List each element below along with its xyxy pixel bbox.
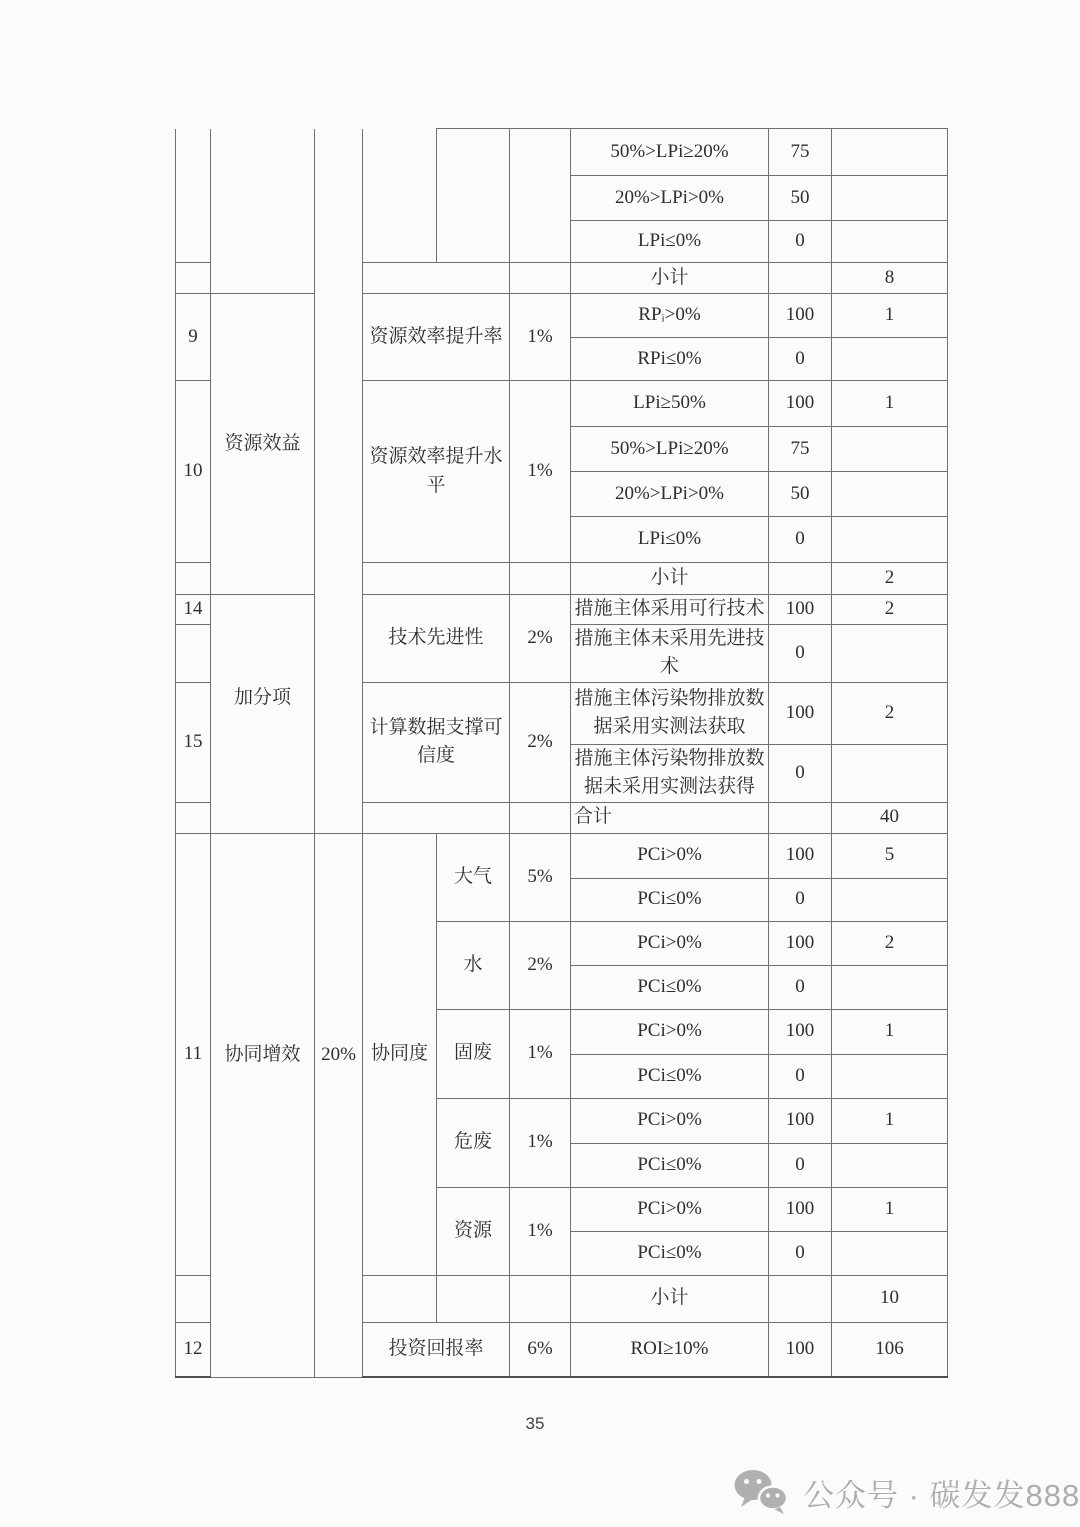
- table-cell: [832, 176, 948, 221]
- table-cell: 100: [769, 1322, 832, 1377]
- table-cell: ROI≥10%: [571, 1322, 769, 1377]
- table-cell: RPi≤0%: [571, 338, 769, 381]
- table-cell: 100: [769, 381, 832, 427]
- table-cell: [832, 338, 948, 381]
- table-cell: [176, 563, 211, 595]
- table-cell: 2: [832, 921, 948, 965]
- table-cell: 14: [176, 595, 211, 625]
- table-cell: 危废: [437, 1098, 510, 1187]
- table-cell: [437, 129, 510, 263]
- table-cell: [832, 744, 948, 802]
- table-cell: 12: [176, 1322, 211, 1377]
- table-cell: 75: [769, 427, 832, 472]
- table-cell: 100: [769, 1009, 832, 1054]
- table-cell: 资源效率提升水平: [363, 381, 510, 563]
- table-cell: [832, 878, 948, 921]
- table-cell: [769, 563, 832, 595]
- table-cell: PCi>0%: [571, 833, 769, 878]
- table-cell: LPi≤0%: [571, 517, 769, 563]
- table-cell: [832, 472, 948, 517]
- table-cell: 计算数据支撑可信度: [363, 682, 510, 802]
- table-cell: 11: [176, 833, 211, 1275]
- scoring-table: [175, 128, 948, 1378]
- table-row: [176, 595, 948, 625]
- table-cell: 40: [832, 802, 948, 833]
- table-cell: 20%>LPi>0%: [571, 472, 769, 517]
- table-cell: 0: [769, 1231, 832, 1275]
- table-cell: 50%>LPi≥20%: [571, 129, 769, 176]
- table-cell: 100: [769, 682, 832, 744]
- table-cell: 1%: [510, 1098, 571, 1187]
- table-cell: [211, 129, 315, 294]
- table-cell: [510, 129, 571, 263]
- table-cell: [510, 563, 571, 595]
- table-cell: [832, 1143, 948, 1187]
- table-cell: 0: [769, 1054, 832, 1098]
- table-cell: [510, 802, 571, 833]
- table-cell: [832, 1054, 948, 1098]
- table-cell: 1: [832, 1187, 948, 1231]
- table-cell: LPi≥50%: [571, 381, 769, 427]
- table-cell: 协同度: [363, 833, 437, 1275]
- table-cell: 1: [832, 294, 948, 338]
- table-cell: 加分项: [211, 595, 315, 834]
- table-cell: 1%: [510, 1187, 571, 1275]
- table-cell: [510, 1275, 571, 1322]
- table-cell: [176, 802, 211, 833]
- table-cell: 投资回报率: [363, 1322, 510, 1377]
- table-cell: 小计: [571, 263, 769, 294]
- table-cell: 20%: [315, 833, 363, 1377]
- table-cell: 5: [832, 833, 948, 878]
- table-cell: 0: [769, 338, 832, 381]
- table-cell: 100: [769, 1098, 832, 1143]
- table-cell: 1%: [510, 1009, 571, 1098]
- table-cell: 0: [769, 517, 832, 563]
- table-cell: 2%: [510, 921, 571, 1009]
- table-cell: 8: [832, 263, 948, 294]
- table-cell: PCi≤0%: [571, 1231, 769, 1275]
- table-cell: 100: [769, 595, 832, 625]
- table-cell: 15: [176, 682, 211, 802]
- table-cell: 1: [832, 381, 948, 427]
- table-cell: 75: [769, 129, 832, 176]
- table-cell: [363, 1275, 437, 1322]
- table-cell: 2: [832, 595, 948, 625]
- table-cell: 50: [769, 176, 832, 221]
- table-cell: 9: [176, 294, 211, 381]
- table-cell: [315, 129, 363, 834]
- table-cell: [832, 221, 948, 263]
- table-cell: 0: [769, 965, 832, 1009]
- table-cell: 资源效率提升率: [363, 294, 510, 381]
- table-cell: 协同增效: [211, 833, 315, 1377]
- table-cell: 1%: [510, 381, 571, 563]
- table-cell: PCi>0%: [571, 1187, 769, 1231]
- table-cell: [832, 624, 948, 682]
- page-number-label: 35: [525, 1414, 545, 1433]
- table-cell: [769, 1275, 832, 1322]
- table-cell: [437, 1275, 510, 1322]
- watermark: [733, 1466, 1080, 1518]
- table-cell: [510, 263, 571, 294]
- wechat-icon: [733, 1468, 789, 1516]
- table-cell: [176, 129, 211, 263]
- table-cell: 100: [769, 294, 832, 338]
- table-cell: 水: [437, 921, 510, 1009]
- table-cell: [769, 263, 832, 294]
- table-cell: 106: [832, 1322, 948, 1377]
- table-cell: 2: [832, 563, 948, 595]
- table-cell: 20%>LPi>0%: [571, 176, 769, 221]
- table-cell: PCi≤0%: [571, 878, 769, 921]
- table-cell: [363, 263, 510, 294]
- table-cell: 措施主体未采用先进技术: [571, 624, 769, 682]
- table-cell: [363, 129, 437, 263]
- table-cell: 资源效益: [211, 294, 315, 595]
- table-cell: PCi≤0%: [571, 1143, 769, 1187]
- table-cell: 措施主体采用可行技术: [571, 595, 769, 625]
- table-cell: 0: [769, 221, 832, 263]
- table-cell: 100: [769, 1187, 832, 1231]
- table-cell: [832, 1231, 948, 1275]
- table-cell: PCi≤0%: [571, 965, 769, 1009]
- table-cell: 2%: [510, 595, 571, 683]
- table-cell: 50%>LPi≥20%: [571, 427, 769, 472]
- table-cell: PCi≤0%: [571, 1054, 769, 1098]
- table-cell: [176, 624, 211, 682]
- table-cell: 5%: [510, 833, 571, 921]
- table-cell: 2%: [510, 682, 571, 802]
- table-cell: PCi>0%: [571, 1098, 769, 1143]
- table-row: [176, 129, 948, 176]
- table-cell: 10: [176, 381, 211, 563]
- table-cell: 0: [769, 744, 832, 802]
- table-cell: 50: [769, 472, 832, 517]
- table-cell: PCi>0%: [571, 1009, 769, 1054]
- table-cell: [363, 802, 510, 833]
- watermark-label: 公众号 · 碳发发888: [803, 1477, 1080, 1513]
- table-cell: 100: [769, 921, 832, 965]
- table-cell: 10: [832, 1275, 948, 1322]
- table-cell: 小计: [571, 563, 769, 595]
- table-cell: 2: [832, 682, 948, 744]
- table-cell: 小计: [571, 1275, 769, 1322]
- table-cell: 大气: [437, 833, 510, 921]
- table-cell: 0: [769, 1143, 832, 1187]
- table-cell: 6%: [510, 1322, 571, 1377]
- page-number: [0, 1414, 1080, 1434]
- table-cell: 100: [769, 833, 832, 878]
- table-cell: 1: [832, 1098, 948, 1143]
- scoring-table-section: [175, 128, 948, 1378]
- table-cell: RPᵢ>0%: [571, 294, 769, 338]
- table-cell: [832, 517, 948, 563]
- table-cell: 1: [832, 1009, 948, 1054]
- table-cell: 合计: [571, 802, 769, 833]
- table-cell: [769, 802, 832, 833]
- table-cell: 技术先进性: [363, 595, 510, 683]
- table-cell: 措施主体污染物排放数据未采用实测法获得: [571, 744, 769, 802]
- table-cell: [176, 1275, 211, 1322]
- table-cell: 0: [769, 878, 832, 921]
- table-cell: [832, 965, 948, 1009]
- table-cell: [176, 263, 211, 294]
- table-cell: PCi>0%: [571, 921, 769, 965]
- table-cell: 1%: [510, 294, 571, 381]
- table-cell: [363, 563, 510, 595]
- table-cell: 措施主体污染物排放数据采用实测法获取: [571, 682, 769, 744]
- table-cell: 固废: [437, 1009, 510, 1098]
- table-cell: LPi≤0%: [571, 221, 769, 263]
- table-cell: 0: [769, 624, 832, 682]
- table-cell: 资源: [437, 1187, 510, 1275]
- table-cell: [832, 427, 948, 472]
- table-cell: [832, 129, 948, 176]
- table-row: [176, 294, 948, 338]
- table-row: [176, 833, 948, 878]
